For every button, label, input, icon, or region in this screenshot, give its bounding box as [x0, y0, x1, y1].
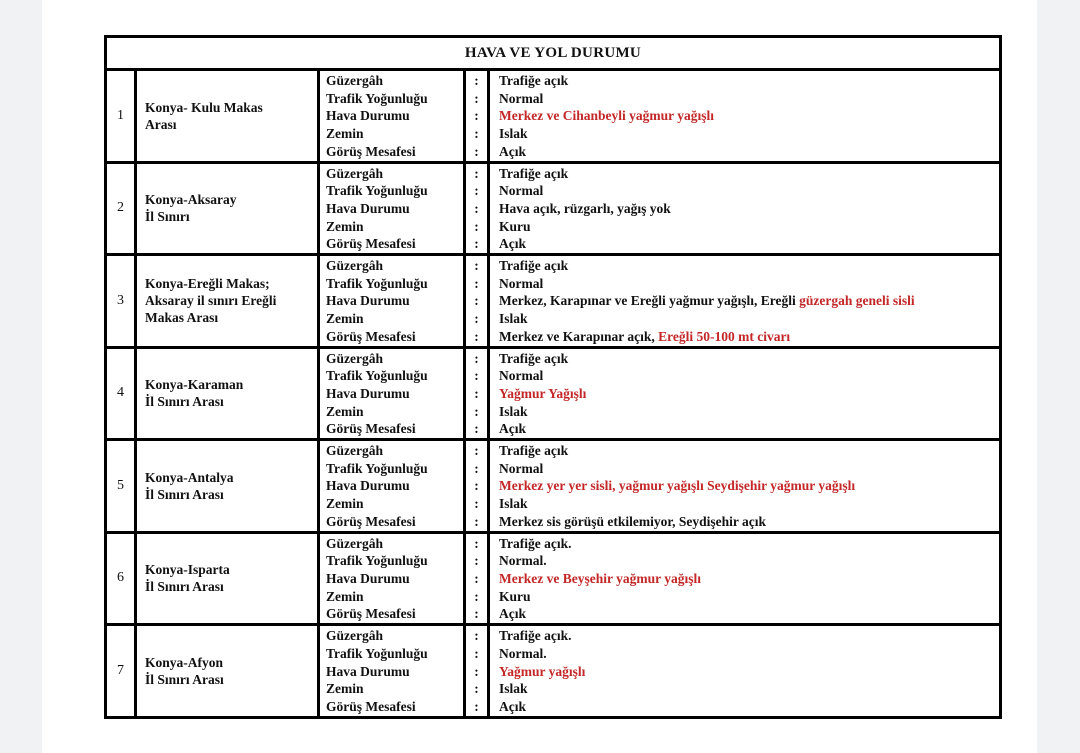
- colon-cell: [465, 532, 489, 625]
- colon: :: [474, 421, 479, 437]
- route-line: Konya-Antalya: [145, 469, 234, 485]
- route-cell: [136, 625, 319, 718]
- value-line: Islak: [499, 496, 528, 512]
- field-label: Zemin: [326, 403, 364, 419]
- field-labels-cell: [319, 625, 465, 718]
- field-labels-cell: [319, 347, 465, 440]
- value-line: Trafiğe açık: [499, 443, 569, 459]
- field-label: Hava Durumu: [326, 108, 410, 124]
- colon-cell: [465, 625, 489, 718]
- field-label: Hava Durumu: [326, 200, 410, 216]
- route-cell: [136, 70, 319, 163]
- value-line: Kuru: [499, 588, 531, 604]
- row-number: 3: [106, 255, 136, 348]
- value-line: Islak: [499, 403, 528, 419]
- colon: :: [474, 126, 479, 142]
- field-label: Trafik Yoğunluğu: [326, 368, 428, 384]
- field-label: Görüş Mesafesi: [326, 236, 416, 252]
- table-row: [106, 440, 1001, 533]
- colon: :: [474, 73, 479, 88]
- colon: :: [474, 350, 479, 366]
- field-label: Güzergâh: [326, 73, 383, 88]
- route-line: Konya-Isparta: [145, 562, 230, 578]
- route-line: İl Sınırı: [145, 209, 190, 225]
- row-number: 6: [106, 532, 136, 625]
- right-margin-strip: [1037, 0, 1080, 753]
- colon: :: [474, 311, 479, 327]
- value-line: Merkez ve Beyşehir yağmur yağışlı: [499, 570, 701, 586]
- field-label: Zemin: [326, 496, 364, 512]
- field-label: Zemin: [326, 218, 364, 234]
- colon: :: [474, 606, 479, 622]
- route-cell: [136, 532, 319, 625]
- table-row: [106, 162, 1001, 255]
- field-label: Hava Durumu: [326, 385, 410, 401]
- route-line: İl Sınırı Arası: [145, 394, 224, 410]
- table-row: [106, 70, 1001, 163]
- field-label: Hava Durumu: [326, 663, 410, 679]
- colon-cell: [465, 162, 489, 255]
- value-line: Kuru: [499, 218, 531, 234]
- values-cell: [489, 70, 1001, 163]
- value-line: Islak: [499, 311, 528, 327]
- value-line: Trafiğe açık: [499, 165, 569, 181]
- value-line: Açık: [499, 236, 526, 252]
- colon: :: [474, 478, 479, 494]
- field-label: Görüş Mesafesi: [326, 328, 416, 344]
- colon: :: [474, 663, 479, 679]
- row-number: 7: [106, 625, 136, 718]
- colon: :: [474, 368, 479, 384]
- field-label: Görüş Mesafesi: [326, 421, 416, 437]
- value-line: Açık: [499, 698, 526, 714]
- values-cell: [489, 440, 1001, 533]
- field-label: Trafik Yoğunluğu: [326, 460, 428, 476]
- route-line: Konya-Karaman: [145, 377, 244, 393]
- value-line: Merkez ve Karapınar açık, Ereğli 50-100 mt civarı: [499, 328, 791, 344]
- value-line: Merkez yer yer sisli, yağmur yağışlı Seydişehir yağmur yağışlı: [499, 478, 856, 494]
- value-line: Normal.: [499, 553, 547, 569]
- colon: :: [474, 385, 479, 401]
- field-label: Zemin: [326, 126, 364, 142]
- value-line: Yağmur Yağışlı: [499, 385, 587, 401]
- colon: :: [474, 183, 479, 199]
- values-cell: [489, 255, 1001, 348]
- colon: :: [474, 681, 479, 697]
- table-header-row: [106, 37, 1001, 70]
- field-label: Zemin: [326, 588, 364, 604]
- values-cell: [489, 162, 1001, 255]
- colon: :: [474, 293, 479, 309]
- field-label: Hava Durumu: [326, 293, 410, 309]
- value-line: Normal: [499, 183, 544, 199]
- route-line: İl Sınırı Arası: [145, 579, 224, 595]
- colon: :: [474, 143, 479, 159]
- field-label: Trafik Yoğunluğu: [326, 553, 428, 569]
- field-labels-cell: [319, 440, 465, 533]
- colon-cell: [465, 440, 489, 533]
- weather-road-table: [104, 35, 1002, 719]
- value-line: Trafiğe açık: [499, 350, 569, 366]
- field-label: Hava Durumu: [326, 478, 410, 494]
- route-line: Konya-Ereğli Makas;: [145, 276, 270, 292]
- colon: :: [474, 108, 479, 124]
- value-line: Trafiğe açık: [499, 73, 569, 88]
- colon: :: [474, 553, 479, 569]
- route-line: Konya- Kulu Makas: [145, 99, 263, 115]
- value-line: Normal.: [499, 645, 547, 661]
- route-cell: [136, 440, 319, 533]
- route-line: Aksaray il sınırı Ereğli: [145, 293, 277, 309]
- value-line: Normal: [499, 460, 544, 476]
- table-row: [106, 347, 1001, 440]
- colon-cell: [465, 70, 489, 163]
- colon-cell: [465, 255, 489, 348]
- field-label: Güzergâh: [326, 258, 383, 274]
- field-label: Görüş Mesafesi: [326, 606, 416, 622]
- colon: :: [474, 218, 479, 234]
- value-line: Normal: [499, 368, 544, 384]
- route-line: İl Sınırı Arası: [145, 486, 224, 502]
- field-label: Görüş Mesafesi: [326, 143, 416, 159]
- table-row: [106, 255, 1001, 348]
- field-label: Güzergâh: [326, 443, 383, 459]
- colon: :: [474, 328, 479, 344]
- table-row: [106, 532, 1001, 625]
- colon: :: [474, 535, 479, 551]
- row-number: 4: [106, 347, 136, 440]
- field-label: Güzergâh: [326, 350, 383, 366]
- colon: :: [474, 236, 479, 252]
- values-cell: [489, 532, 1001, 625]
- table-row: [106, 625, 1001, 718]
- field-labels-cell: [319, 70, 465, 163]
- colon: :: [474, 496, 479, 512]
- colon-cell: [465, 347, 489, 440]
- table-title: HAVA VE YOL DURUMU: [106, 37, 1001, 70]
- colon: :: [474, 403, 479, 419]
- colon: :: [474, 588, 479, 604]
- value-line: Yağmur yağışlı: [499, 663, 586, 679]
- field-label: Trafik Yoğunluğu: [326, 275, 428, 291]
- route-line: Makas Arası: [145, 310, 219, 326]
- colon: :: [474, 698, 479, 714]
- colon: :: [474, 513, 479, 529]
- colon: :: [474, 443, 479, 459]
- value-line: Normal: [499, 90, 544, 106]
- colon: :: [474, 460, 479, 476]
- route-line: İl Sınırı Arası: [145, 671, 224, 687]
- value-line: Islak: [499, 126, 528, 142]
- field-labels-cell: [319, 162, 465, 255]
- colon: :: [474, 200, 479, 216]
- field-label: Güzergâh: [326, 628, 383, 644]
- colon: :: [474, 570, 479, 586]
- field-label: Görüş Mesafesi: [326, 513, 416, 529]
- row-number: 5: [106, 440, 136, 533]
- route-cell: [136, 347, 319, 440]
- value-line: Hava açık, rüzgarlı, yağış yok: [499, 200, 671, 216]
- field-label: Trafik Yoğunluğu: [326, 90, 428, 106]
- field-label: Zemin: [326, 681, 364, 697]
- colon: :: [474, 258, 479, 274]
- colon: :: [474, 628, 479, 644]
- field-label: Güzergâh: [326, 535, 383, 551]
- route-cell: [136, 255, 319, 348]
- route-line: Konya-Afyon: [145, 654, 224, 670]
- value-line: Trafiğe açık.: [499, 628, 572, 644]
- values-cell: [489, 625, 1001, 718]
- field-label: Trafik Yoğunluğu: [326, 645, 428, 661]
- colon: :: [474, 275, 479, 291]
- row-number: 2: [106, 162, 136, 255]
- value-line: Merkez ve Cihanbeyli yağmur yağışlı: [499, 108, 714, 124]
- value-line: Merkez sis görüşü etkilemiyor, Seydişehir açık: [499, 513, 766, 529]
- route-line: Konya-Aksaray: [145, 192, 237, 208]
- colon: :: [474, 90, 479, 106]
- values-cell: [489, 347, 1001, 440]
- field-labels-cell: [319, 255, 465, 348]
- row-number: 1: [106, 70, 136, 163]
- value-line: Açık: [499, 421, 526, 437]
- left-margin-strip: [0, 0, 42, 753]
- field-label: Trafik Yoğunluğu: [326, 183, 428, 199]
- field-label: Görüş Mesafesi: [326, 698, 416, 714]
- value-line: Trafiğe açık: [499, 258, 569, 274]
- field-label: Hava Durumu: [326, 570, 410, 586]
- colon: :: [474, 165, 479, 181]
- field-label: Güzergâh: [326, 165, 383, 181]
- colon: :: [474, 645, 479, 661]
- value-line: Normal: [499, 275, 544, 291]
- field-labels-cell: [319, 532, 465, 625]
- route-line: Arası: [145, 116, 177, 132]
- value-line: Merkez, Karapınar ve Ereğli yağmur yağışlı, Ereğli güzergah geneli sisli: [499, 293, 915, 309]
- field-label: Zemin: [326, 311, 364, 327]
- value-line: Trafiğe açık.: [499, 535, 572, 551]
- route-cell: [136, 162, 319, 255]
- value-line: Islak: [499, 681, 528, 697]
- value-line: Açık: [499, 143, 526, 159]
- value-line: Açık: [499, 606, 526, 622]
